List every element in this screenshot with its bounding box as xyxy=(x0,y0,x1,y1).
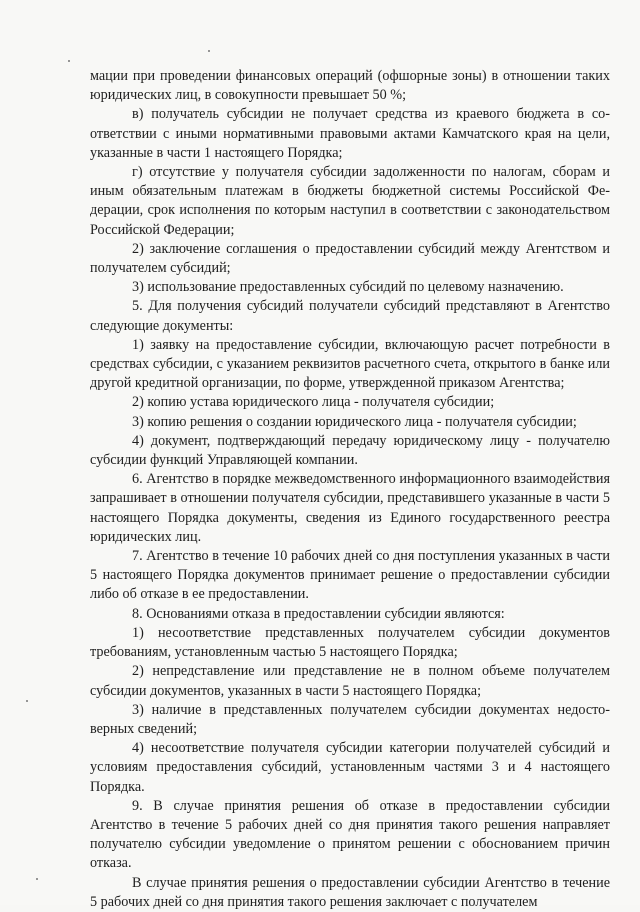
paragraph: мации при проведении финансовых операций (офшорные зоны) в отношении таких юридических лиц, в совокупности превышает 50 %; xyxy=(90,68,610,104)
paragraph: 4) несоответствие получателя субсидии категории получателей субсидий и условиям предоставления субсидий, установленным частями 3 и 4 настоящего Порядка. xyxy=(90,740,610,795)
paragraph: 2) заключение соглашения о предоставлении субсидий между Агентством и получателем субсидий; xyxy=(90,240,610,277)
document-body xyxy=(90,67,610,912)
paragraph: 2) копию устава юридического лица - получателя субсидии; xyxy=(132,394,495,411)
paragraph: в) получатель субсидии не получает средства из краевого бюджета в соответствии с иными нормативными правовыми актами Камчатского края на цели, указанные в части 1 настоящего Порядка; xyxy=(90,106,610,161)
paragraph: 5. Для получения субсидий получатели субсидий представляют в Агентство следующие документы: xyxy=(90,298,610,334)
paragraph: 1) несоответствие представленных получателем субсидии документов требованиям, установленным частью 5 настоящего Порядка; xyxy=(90,624,610,661)
paragraph: 3) наличие в представленных получателем субсидии документах недостоверных сведений; xyxy=(90,701,610,737)
paragraph: 3) копию решения о создании юридического лица - получателя субсидии; xyxy=(132,413,577,430)
scan-speck xyxy=(26,700,28,702)
paragraph: 9. В случае принятия решения об отказе в предоставлении субсидии Агентство в течение 5 рабочих дней со дня принятия такого решения направляет получателю субсидии уведомление о принятом решении с обоснованием причин отказа. xyxy=(90,797,610,872)
paragraph: 2) непредставление или представление не в полном объеме получателем субсидии документов, указанных в части 5 настоящего Порядка; xyxy=(90,663,610,699)
scan-speck xyxy=(68,60,70,62)
scan-speck xyxy=(36,878,38,880)
paragraph: 3) использование предоставленных субсидий по целевому назначению. xyxy=(132,279,564,296)
scan-speck xyxy=(208,50,210,52)
paragraph: 1) заявку на предоставление субсидии, включающую расчет потребности в средствах субсидии, с указанием реквизитов расчетного счета, открытого в банке или другой кредитной организации, по форме, утвержденной приказом Агентства; xyxy=(90,336,610,392)
paragraph: 7. Агентство в течение 10 рабочих дней со дня поступления указанных в части 5 настоящего Порядка документов принимает решение о предоставлении субсидии либо об отказе в ее предоставлении. xyxy=(90,548,610,603)
paragraph: 8. Основаниями отказа в предоставлении субсидии являются: xyxy=(132,605,505,622)
paragraph: 4) документ, подтверждающий передачу юридическому лицу - получателю субсидии функций Управляющей компании. xyxy=(90,432,610,469)
paragraph: г) отсутствие у получателя субсидии задолженности по налогам, сборам и иным обязательным платежам в бюджеты бюджетной системы Российской Федерации, срок исполнения по которым наступил в соответствии с законодательством Российской Федерации; xyxy=(90,164,610,238)
paragraph: В случае принятия решения о предоставлении субсидии Агентство в течение 5 рабочих дней со дня принятия такого решения заключает с получателем xyxy=(90,874,610,910)
paragraph: 6. Агентство в порядке межведомственного информационного взаимодействия запрашивает в отношении получателя субсидии, представившего указанные в части 5 настоящего Порядка документы, сведения из Единого государственного реестра юридических лиц. xyxy=(90,471,610,545)
